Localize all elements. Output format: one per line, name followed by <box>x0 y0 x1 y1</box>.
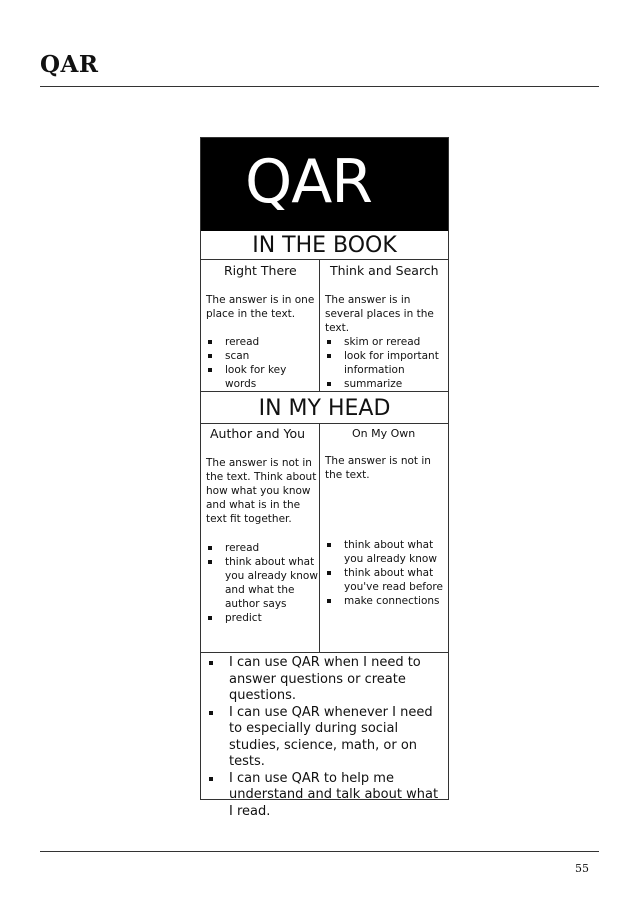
right-there-description: The answer is in one place in the text. <box>206 294 315 320</box>
list-item: I can use QAR whenever I need to especially during social studies, science, math, or on tests. <box>206 705 444 771</box>
bullet-icon <box>208 340 212 344</box>
page-title: QAR <box>40 51 99 78</box>
right-there-list <box>206 335 318 391</box>
list-item: look for key words <box>206 363 318 391</box>
statements-list <box>206 655 444 820</box>
right-there-title: Right There <box>224 263 297 278</box>
list-item: skim or reread <box>325 335 447 349</box>
bullet-icon <box>327 571 331 575</box>
divider <box>201 423 448 424</box>
qar-bookmark-card <box>200 137 449 819</box>
column-divider <box>319 423 320 652</box>
list-item: predict <box>206 611 318 625</box>
on-my-own-description: The answer is not in the text. <box>325 455 431 481</box>
author-and-you-description: The answer is not in the text. Think about how what you know and what is in the text fit together. <box>206 457 317 525</box>
author-and-you-title: Author and You <box>210 426 306 441</box>
list-item: I can use QAR to help me understand and talk about what I read. <box>206 771 444 821</box>
divider <box>201 391 448 392</box>
author-and-you-list <box>206 541 318 625</box>
bullet-icon <box>327 354 331 358</box>
in-my-head-heading: IN MY HEAD <box>258 396 391 421</box>
think-and-search-list <box>325 335 447 391</box>
bullet-icon <box>327 599 331 603</box>
bullet-icon <box>327 382 331 386</box>
list-item: look for important information <box>325 349 447 377</box>
list-item: think about what you've read before <box>325 566 447 594</box>
bullet-icon <box>208 354 212 358</box>
bullet-icon <box>209 661 213 665</box>
in-the-book-heading: IN THE BOOK <box>252 233 397 258</box>
banner-title: QAR <box>245 147 372 217</box>
think-and-search-title: Think and Search <box>330 263 439 278</box>
list-item: scan <box>206 349 318 363</box>
footer-rule <box>40 851 599 852</box>
qar-banner <box>201 138 448 231</box>
divider <box>201 259 448 260</box>
bullet-icon <box>209 711 213 715</box>
list-item: make connections <box>325 594 447 608</box>
bullet-icon <box>208 546 212 550</box>
bullet-icon <box>208 560 212 564</box>
column-divider <box>319 259 320 391</box>
page-number: 55 <box>575 862 589 875</box>
on-my-own-list <box>325 538 447 608</box>
list-item: think about what you already know and what the author says <box>206 555 318 611</box>
header-rule <box>40 86 599 87</box>
list-item: think about what you already know <box>325 538 447 566</box>
on-my-own-title: On My Own <box>352 427 416 440</box>
bullet-icon <box>327 340 331 344</box>
think-and-search-description: The answer is in several places in the text. <box>325 294 434 334</box>
divider <box>201 652 448 653</box>
list-item: reread <box>206 335 318 349</box>
bullet-icon <box>208 616 212 620</box>
list-item: summarize <box>325 377 447 391</box>
bullet-icon <box>208 368 212 372</box>
list-item: reread <box>206 541 318 555</box>
list-item: I can use QAR when I need to answer questions or create questions. <box>206 655 444 705</box>
bullet-icon <box>209 777 213 781</box>
bullet-icon <box>327 543 331 547</box>
